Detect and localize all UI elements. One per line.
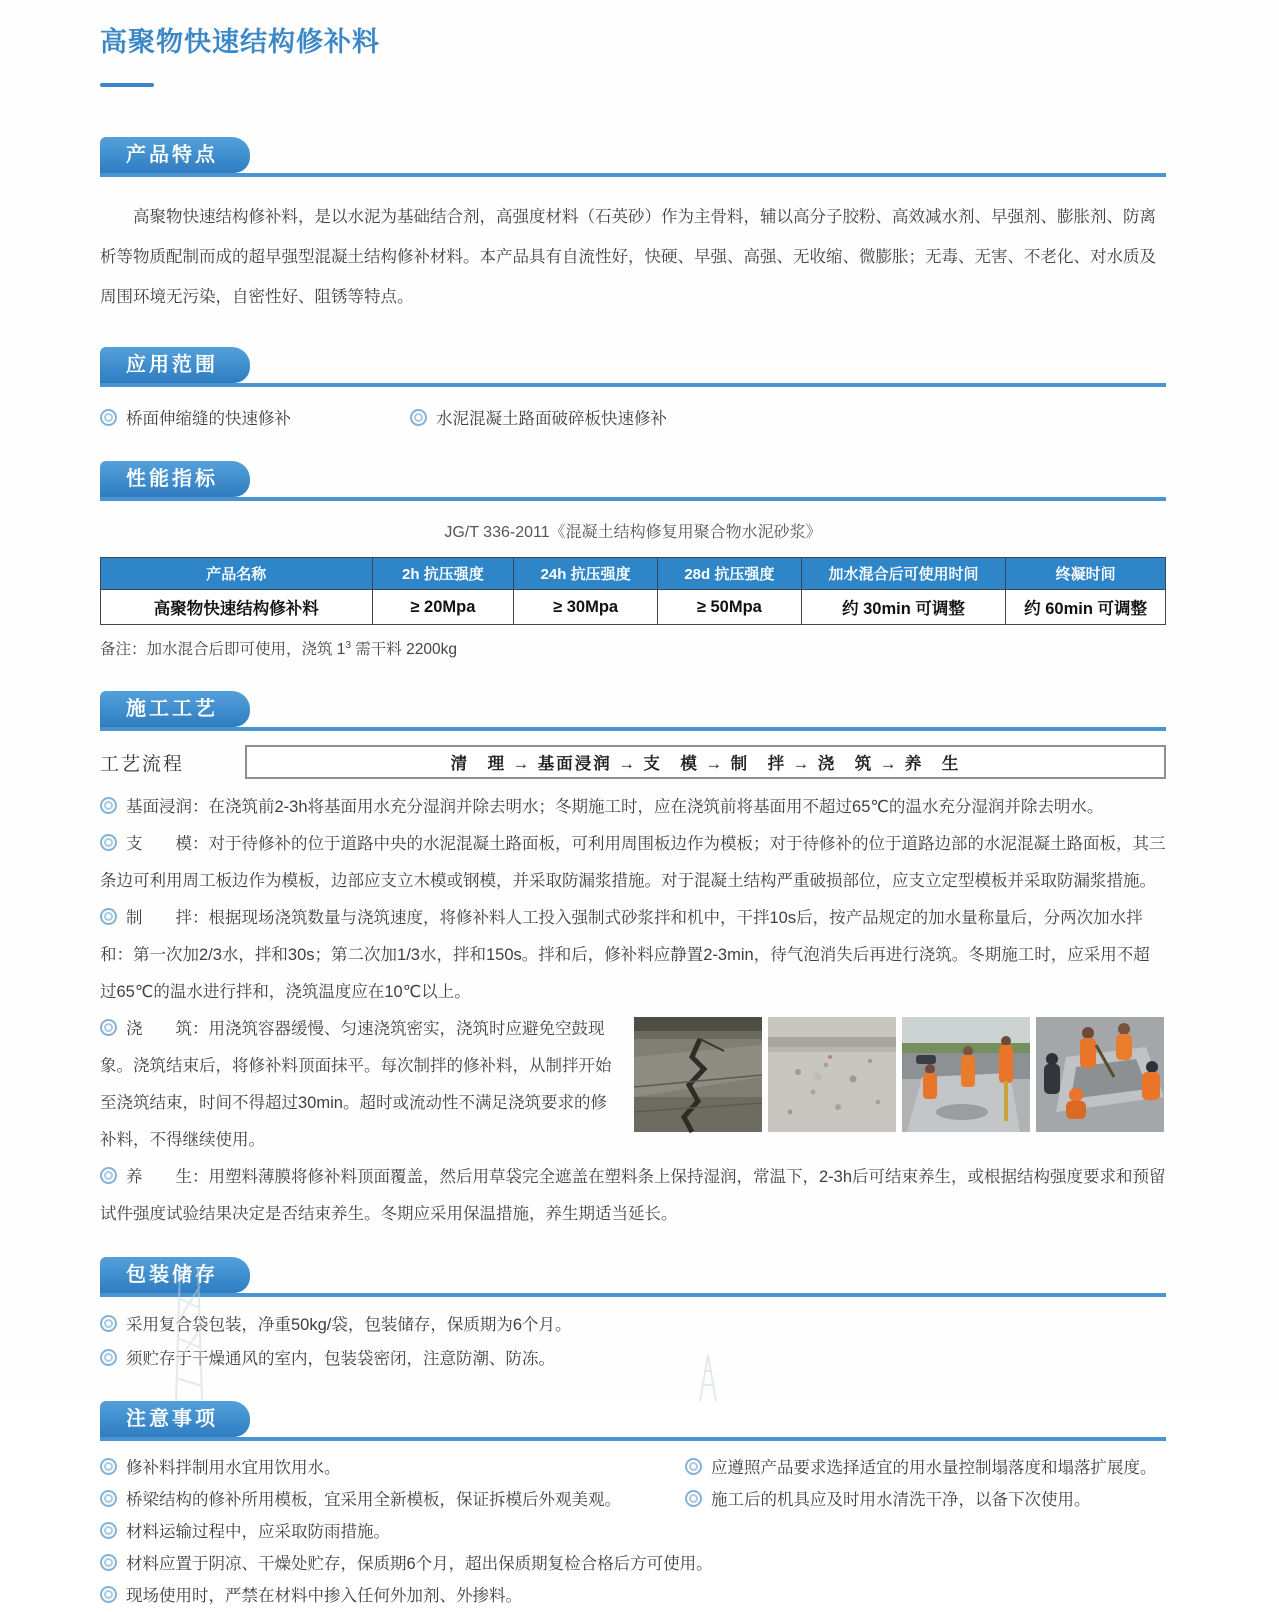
packaging-item [100,1343,1166,1375]
table-header-cell: 2h 抗压强度 [372,558,514,590]
section-header-features [100,137,1166,177]
packaging-item [100,1309,1166,1341]
process-step [100,1159,1166,1233]
section-tab-notes: 注意事项 [100,1401,250,1437]
table-header-cell: 终凝时间 [1006,558,1166,590]
process-step-text: 制 拌：根据现场浇筑数量与浇筑速度，将修补料人工投入强制式砂浆拌和机中，干拌10s后，按产品规定的加水量称量后，分两次加水拌和：第一次加2/3水，拌和30s；第二次加1/3水，拌和150s。拌和后，修补料应静置2-3min，待气泡消失后再进行浇筑。冬期施工时，应采用不超过65℃的温水进行拌和，浇筑温度应在10℃以上。 [100,909,1150,1001]
section-tab-features: 产品特点 [100,137,250,173]
note-item-text: 材料应置于阴凉、干燥处贮存，保质期6个月，超出保质期复检合格后方可使用。 [126,1555,713,1573]
section-header-performance [100,461,1166,501]
table-cell: ≥ 20Mpa [372,590,514,625]
performance-table [100,557,1166,625]
road-repair-crew-photo [902,1017,1030,1132]
bullet-ring-icon [100,1167,117,1184]
note-item-text: 桥梁结构的修补所用模板，宜采用全新模板，保证拆模后外观美观。 [126,1491,621,1509]
note-item [100,1517,1166,1548]
table-cell: 约 30min 可调整 [801,590,1005,625]
note-text: 需干料 2200kg [351,641,457,658]
packaging-item-text: 须贮存于干燥通风的室内，包装袋密闭，注意防潮、防冻。 [126,1350,555,1368]
bullet-ring-icon [100,1315,117,1332]
section-header-packaging [100,1257,1166,1297]
table-note [100,637,1166,659]
title-underline [100,83,154,87]
application-item [100,403,410,435]
note-item [100,1549,1166,1580]
section-tab-process: 施工工艺 [100,691,250,727]
bullet-ring-icon [100,908,117,925]
note-item [685,1453,1157,1484]
note-item [685,1485,1157,1516]
process-step-text: 养 生：用塑料薄膜将修补料顶面覆盖，然后用草袋完全遮盖在塑料条上保持湿润，常温下，2-3h后可结束养生，或根据结构强度要求和预留试件强度试验结果决定是否结束养生。冬期应采用保温措施，养生期适当延长。 [100,1168,1166,1223]
table-header-row [101,558,1166,590]
notes-items [100,1453,1166,1612]
process-step-text: 基面浸润：在浇筑前2-3h将基面用水充分湿润并除去明水；冬期施工时，应在浇筑前将基面用不超过65℃的温水充分湿润并除去明水。 [126,798,1104,816]
note-item-text: 修补料拌制用水宜用饮用水。 [126,1459,341,1477]
bullet-ring-icon [100,409,117,426]
flow-label: 工艺流程 [100,753,185,775]
application-item-text: 水泥混凝土路面破碎板快速修补 [436,410,667,428]
section-header-process [100,691,1166,731]
note-item-text: 现场使用时，严禁在材料中掺入任何外加剂、外掺料。 [126,1587,522,1605]
process-step [100,1011,1166,1159]
section-header-application [100,347,1166,387]
cracked-pavement-photo [634,1017,762,1132]
process-flow-row [100,745,1166,779]
bullet-ring-icon [100,797,117,814]
bullet-ring-icon [100,1554,117,1571]
bullet-ring-icon [100,1586,117,1603]
application-item [410,403,667,435]
crew-pouring-repair-photo [1036,1017,1164,1132]
standard-reference: JG/T 336-2011《混凝土结构修复用聚合物水泥砂浆》 [444,524,822,541]
bullet-ring-icon [100,1458,117,1475]
process-step [100,900,1166,1011]
bullet-ring-icon [100,834,117,851]
table-cell: ≥ 50Mpa [657,590,801,625]
note-item-text: 应遵照产品要求选择适宜的用水量控制塌落度和塌落扩展度。 [711,1459,1157,1477]
features-paragraph: 高聚物快速结构修补料，是以水泥为基础结合剂，高强度材料（石英砂）作为主骨料，辅以高分子胶粉、高效减水剂、早强剂、膨胀剂、防离析等物质配制而成的超早强型混凝土结构修补材料。本产品具有自流性好，快硬、早强、高强、无收缩、微膨胀；无毒、无害、不老化、对水质及周围环境无污染，自密性好、阻锈等特点。 [100,208,1156,306]
table-cell: 约 60min 可调整 [1006,590,1166,625]
table-header-cell: 24h 抗压强度 [514,558,658,590]
note-text: 备注：加水混合后即可使用，浇筑 1 [100,641,346,658]
note-superscript: 3 [345,639,351,651]
bullet-ring-icon [100,1349,117,1366]
bullet-ring-icon [100,1490,117,1507]
note-item-text: 材料运输过程中，应采取防雨措施。 [126,1523,390,1541]
table-header-cell: 产品名称 [101,558,373,590]
section-tab-application: 应用范围 [100,347,250,383]
section-tab-performance: 性能指标 [100,461,250,497]
packaging-item-text: 采用复合袋包装，净重50kg/袋，包装储存，保质期为6个月。 [126,1316,572,1334]
table-cell: 高聚物快速结构修补料 [101,590,373,625]
process-step-text: 浇 筑：用浇筑容器缓慢、匀速浇筑密实，浇筑时应避免空鼓现象。浇筑结束后，将修补料顶面抹平。每次制拌的修补料，从制拌开始至浇筑结束，时间不得超过30min。超时或流动性不满足浇筑要求的修补料，不得继续使用。 [100,1020,612,1149]
note-item [100,1581,1166,1612]
bullet-ring-icon [100,1019,117,1036]
table-cell: ≥ 30Mpa [514,590,658,625]
bullet-ring-icon [685,1490,702,1507]
bullet-ring-icon [685,1458,702,1475]
section-header-notes [100,1401,1166,1441]
table-row [101,590,1166,625]
packaging-items [100,1309,1166,1375]
process-steps [100,789,1166,1233]
notes-right-column [685,1453,1157,1517]
note-item-text: 施工后的机具应及时用水清洗干净，以备下次使用。 [711,1491,1091,1509]
section-tab-packaging: 包装储存 [100,1257,250,1293]
table-header-cell: 28d 抗压强度 [657,558,801,590]
process-step [100,826,1166,900]
photo-strip [634,1017,1166,1132]
table-header-cell: 加水混合后可使用时间 [801,558,1005,590]
application-item-text: 桥面伸缩缝的快速修补 [126,410,291,428]
bullet-ring-icon [410,409,427,426]
page-title: 高聚物快速结构修补料 [100,27,380,57]
spalled-concrete-photo [768,1017,896,1132]
bullet-ring-icon [100,1522,117,1539]
process-step [100,789,1166,826]
flow-sequence-box: 清 理 → 基面浸润 → 支 模 → 制 拌 → 浇 筑 → 养 生 [245,745,1166,779]
process-step-text: 支 模：对于待修补的位于道路中央的水泥混凝土路面板，可利用周围板边作为模板；对于待修补的位于道路边部的水泥混凝土路面板，其三条边可利用周工板边作为模板，边部应支立木模或钢模，并采取防漏浆措施。对于混凝土结构严重破损部位，应支立定型模板并采取防漏浆措施。 [100,835,1166,890]
application-items [100,403,1166,435]
